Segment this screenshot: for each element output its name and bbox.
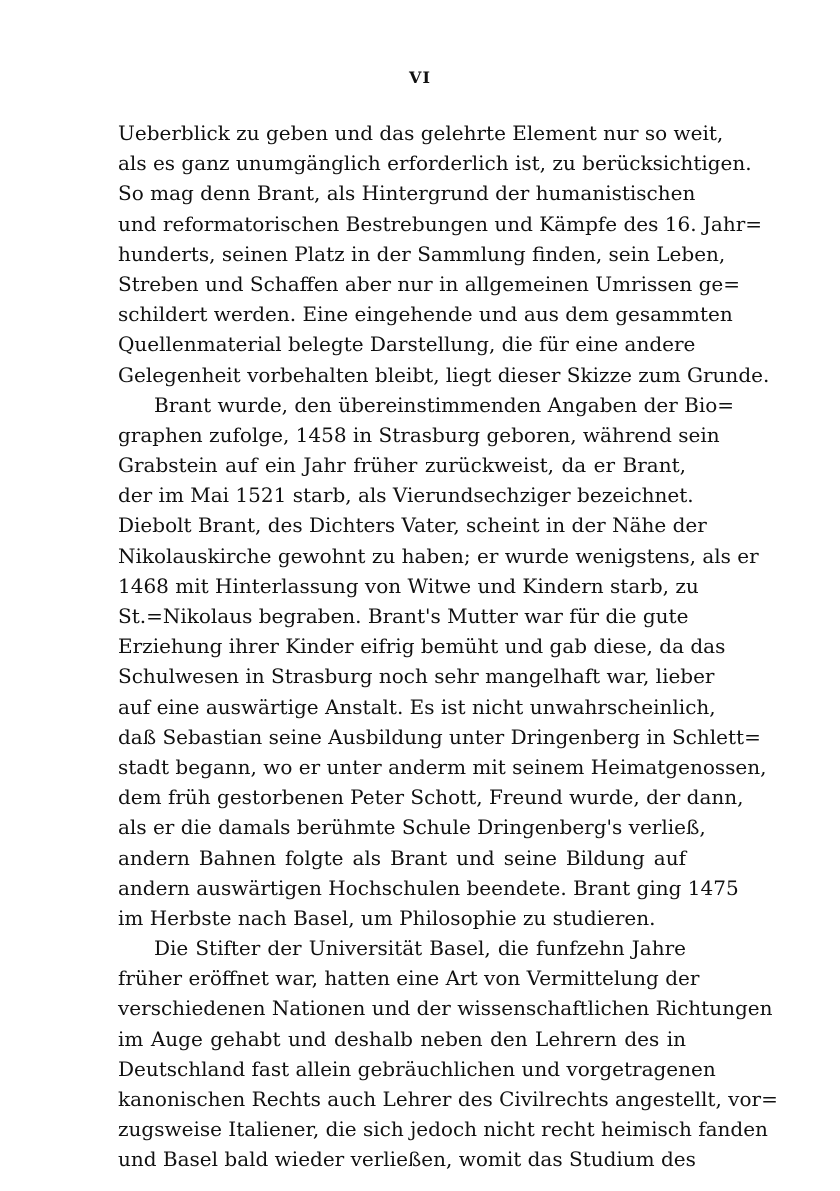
text-line: zugsweise Italiener, die sich jedoch nicht recht heimisch fanden bbox=[118, 1117, 768, 1142]
page-number: VI bbox=[409, 68, 431, 87]
text-line: Nikolauskirche gewohnt zu haben; er wurde wenigstens, als er bbox=[118, 543, 759, 568]
text-line: und Basel bald wieder verließen, womit das Studium des bbox=[118, 1147, 696, 1172]
text-line: graphen zufolge, 1458 in Strasburg geboren, während sein bbox=[118, 422, 720, 447]
text-line: und reformatorischen Bestrebungen und Kämpfe des 16. Jahr= bbox=[118, 211, 763, 236]
text-line: kanonischen Rechts auch Lehrer des Civilrechts angestellt, vor= bbox=[118, 1087, 778, 1111]
text-line: als er die damals berühmte Schule Dringenberg's verließ, bbox=[118, 815, 706, 840]
text-line: Gelegenheit vorbehalten bleibt, liegt dieser Skizze zum Grunde. bbox=[118, 362, 770, 387]
text-line: Erziehung ihrer Kinder eifrig bemüht und gab diese, da das bbox=[118, 634, 726, 659]
text-line: der im Mai 1521 starb, als Vierundsechziger bezeichnet. bbox=[118, 483, 694, 508]
text-line: verschiedenen Nationen und der wissenschaftlichen Richtungen bbox=[118, 996, 773, 1021]
text-line: Die Stifter der Universität Basel, die funfzehn Jahre bbox=[154, 936, 686, 961]
text-line: Deutschland fast allein gebräuchlichen und vorgetragenen bbox=[118, 1056, 716, 1081]
text-line: Grabstein auf ein Jahr früher zurückweist, da er Brant, bbox=[118, 453, 686, 478]
text-line: Ueberblick zu geben und das gelehrte Element nur so weit, bbox=[118, 121, 724, 145]
body-text bbox=[118, 118, 778, 1175]
text-line: Schulwesen in Strasburg noch sehr mangelhaft war, lieber bbox=[118, 664, 715, 689]
text-line: im Herbste nach Basel, um Philosophie zu studieren. bbox=[118, 905, 656, 930]
text-line: andern auswärtigen Hochschulen beendete. Brant ging 1475 bbox=[118, 875, 739, 900]
text-line: als es ganz unumgänglich erforderlich ist, zu berücksichtigen. bbox=[118, 151, 752, 176]
text-line: Brant wurde, den übereinstimmenden Angaben der Bio= bbox=[154, 392, 735, 417]
text-line: hunderts, seinen Platz in der Sammlung finden, sein Leben, bbox=[118, 241, 726, 266]
text-line: schildert werden. Eine eingehende und aus dem gesammten bbox=[118, 302, 733, 327]
text-line: Streben und Schaffen aber nur in allgemeinen Umrissen ge= bbox=[118, 271, 741, 296]
text-line: daß Sebastian seine Ausbildung unter Dringenberg in Schlett= bbox=[118, 724, 761, 749]
text-line: Quellenmaterial belegte Darstellung, die für eine andere bbox=[118, 332, 696, 357]
text-line: St.=Nikolaus begraben. Brant's Mutter war für die gute bbox=[118, 604, 689, 628]
text-line: So mag denn Brant, als Hintergrund der humanistischen bbox=[118, 181, 696, 206]
text-line: im Auge gehabt und deshalb neben den Lehrern des in bbox=[118, 1026, 686, 1051]
text-line: andern Bahnen folgte als Brant und seine Bildung auf bbox=[118, 845, 686, 870]
text-line: früher eröffnet war, hatten eine Art von Vermittelung der bbox=[118, 966, 700, 991]
text-line: Diebolt Brant, des Dichters Vater, scheint in der Nähe der bbox=[118, 513, 707, 538]
text-line: auf eine auswärtige Anstalt. Es ist nicht unwahrscheinlich, bbox=[118, 694, 716, 719]
text-line: 1468 mit Hinterlassung von Witwe und Kindern starb, zu bbox=[118, 573, 699, 598]
text-line: stadt begann, wo er unter anderm mit seinem Heimatgenossen, bbox=[118, 754, 767, 779]
text-line: dem früh gestorbenen Peter Schott, Freund wurde, der dann, bbox=[118, 785, 744, 810]
